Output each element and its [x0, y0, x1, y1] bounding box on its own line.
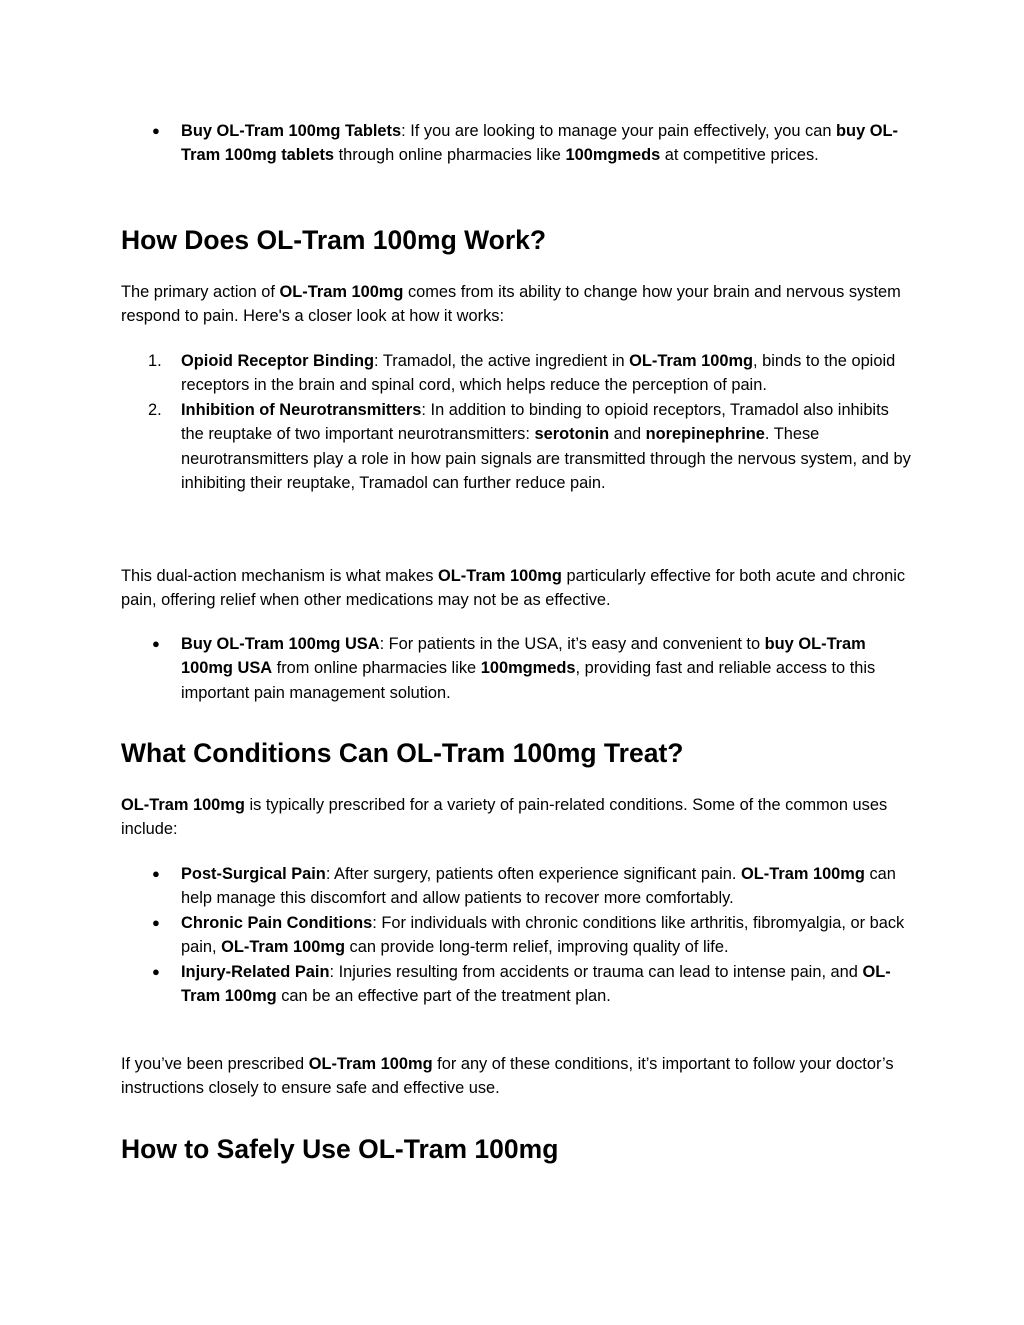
heading-how-works: How Does OL-Tram 100mg Work? — [121, 225, 547, 255]
bullet-item — [121, 119, 911, 168]
bold-text: OL-Tram 100mg — [121, 796, 245, 814]
bold-text: OL-Tram 100mg — [181, 962, 891, 1006]
paragraph-conditions-intro — [121, 793, 911, 842]
bold-text: OL-Tram 100mg — [279, 283, 404, 301]
conditions-bullet-list — [121, 862, 911, 1008]
bold-text: OL-Tram 100mg — [629, 352, 754, 370]
bold-text: Injury-Related Pain — [181, 962, 330, 981]
bold-text: OL-Tram 100mg — [438, 567, 562, 585]
bold-text: 100mgmeds — [480, 659, 576, 678]
paragraph-primary-action — [121, 280, 911, 329]
text-run: If you’ve been prescribed — [121, 1055, 309, 1073]
heading-safe-use: How to Safely Use OL-Tram 100mg — [121, 1134, 559, 1164]
bold-text: Chronic Pain Conditions — [181, 913, 373, 932]
list-number: 2. — [148, 400, 162, 419]
bold-text: buy OL-Tram 100mg tablets — [181, 122, 898, 165]
text-run: The primary action of — [121, 283, 280, 301]
text-run: comes from its ability to change how your brain and nervous system respond to pain. Here's a closer look at how it works: — [121, 283, 901, 326]
text-run: : For patients in the USA, it’s easy and convenient to — [379, 635, 765, 653]
numbered-item — [121, 349, 911, 398]
text-run: particularly effective for both acute and chronic pain, offering relief when other medications may not be as effective. — [121, 567, 906, 610]
bold-text: norepinephrine — [645, 425, 765, 444]
paragraph-dual-action — [121, 564, 911, 613]
text-run: : If you are looking to manage your pain effectively, you can — [401, 122, 837, 140]
bold-text: Opioid Receptor Binding — [181, 352, 375, 370]
text-run: for any of these conditions, it’s important to follow your doctor’s instructions closely to ensure safe and effective use. — [121, 1055, 894, 1098]
text-run: : Injuries resulting from accidents or trauma can lead to intense pain, and — [329, 962, 863, 981]
mechanism-numbered-list — [121, 349, 911, 495]
bold-text: Post-Surgical Pain — [181, 865, 326, 883]
condition-item — [121, 960, 911, 1009]
text-run: through online pharmacies like — [334, 146, 566, 165]
text-run: at competitive prices. — [660, 146, 819, 165]
condition-item — [121, 911, 911, 960]
text-run: can provide long-term relief, improving quality of life. — [345, 938, 729, 957]
paragraph-prescribed — [121, 1052, 911, 1101]
text-run: and — [609, 425, 646, 444]
bold-text: Buy OL-Tram 100mg USA — [181, 635, 380, 653]
bold-text: Buy OL-Tram 100mg Tablets — [181, 122, 402, 140]
text-run: : In addition to binding to opioid receptors, Tramadol also inhibits the reuptake of two important neurotransmitters: — [181, 400, 889, 444]
heading-conditions: What Conditions Can OL-Tram 100mg Treat? — [121, 738, 684, 768]
text-run: : For individuals with chronic conditions like arthritis, fibromyalgia, or back pain, — [181, 913, 905, 957]
list-number: 1. — [148, 352, 162, 370]
text-run: , providing fast and reliable access to this important pain management solution. — [181, 659, 876, 702]
bold-text: buy OL-Tram 100mg USA — [181, 635, 866, 678]
text-run: can help manage this discomfort and allow patients to recover more comfortably. — [181, 865, 896, 908]
text-run: This dual-action mechanism is what makes — [121, 567, 439, 585]
bold-text: OL-Tram 100mg — [308, 1055, 433, 1073]
condition-item — [121, 862, 911, 911]
numbered-item — [121, 398, 911, 496]
text-run: from online pharmacies like — [272, 659, 481, 678]
bold-text: OL-Tram 100mg — [741, 865, 865, 883]
text-run: is typically prescribed for a variety of pain-related conditions. Some of the common uses include: — [121, 796, 888, 839]
bold-text: OL-Tram 100mg — [221, 938, 345, 957]
text-run: : Tramadol, the active ingredient in — [374, 352, 630, 370]
usa-bullet-list — [121, 632, 911, 705]
bold-text: serotonin — [534, 425, 610, 444]
text-run: : After surgery, patients often experience significant pain. — [325, 865, 741, 883]
bold-text: Inhibition of Neurotransmitters — [181, 400, 422, 419]
text-run: , binds to the opioid receptors in the brain and spinal cord, which helps reduce the perception of pain. — [181, 352, 896, 395]
text-run: can be an effective part of the treatment plan. — [276, 987, 611, 1006]
bold-text: 100mgmeds — [565, 146, 661, 165]
bullet-item — [121, 632, 911, 705]
intro-bullet-list — [121, 119, 911, 168]
text-run: . These neurotransmitters play a role in how pain signals are transmitted through the nervous system, and by inhibiting their reuptake, Tramadol can further reduce pain. — [181, 425, 911, 493]
